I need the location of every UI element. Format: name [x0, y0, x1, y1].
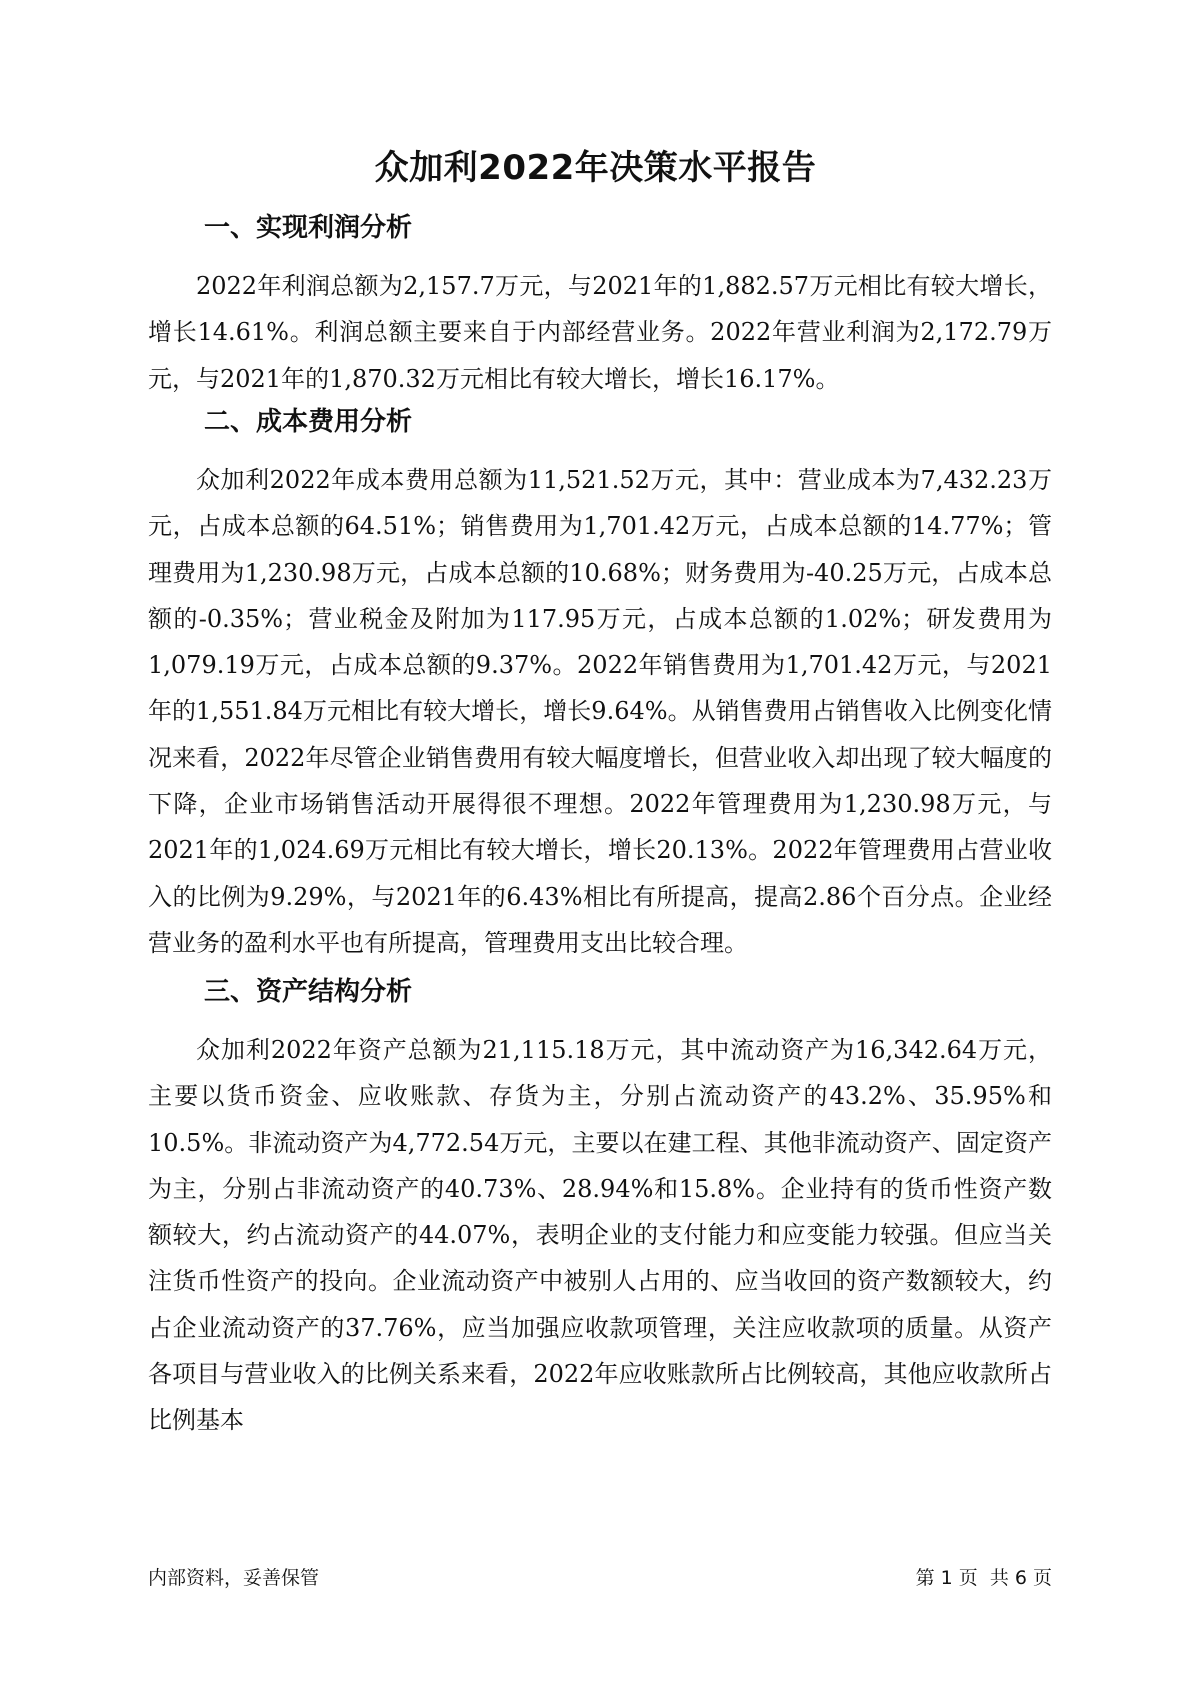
section-heading-assets: 三、资产结构分析	[204, 977, 413, 1007]
document-title: 众加利2022年决策水平报告	[374, 148, 817, 188]
section-heading-profit: 一、实现利润分析	[204, 213, 413, 243]
footer-page-number: 第 1 页 共 6 页	[915, 1567, 1052, 1589]
section-heading-cost: 二、成本费用分析	[204, 407, 413, 437]
footer-confidential-note: 内部资料，妥善保管	[148, 1567, 320, 1589]
section-paragraph-assets: 众加利2022年资产总额为21,115.18万元，其中流动资产为16,342.64万元，主要以货币资金、应收账款、存货为主，分别占流动资产的43.2%、35.95%和10.5%。非流动资产为4,772.54万元，主要以在建工程、其他非流动资产、固定资产为主，分别占非流动资产的40.73%、28.94%和15.8%。企业持有的货币性资产数额较大，约占流动资产的44.07%，表明企业的支付能力和应变能力较强。但应当关注货币性资产的投向。企业流动资产中被别人占用的、应当收回的资产数额较大，约占企业流动资产的37.76%，应当加强应收款项管理，关注应收款项的质量。从资产各项目与营业收入的比例关系来看，2022年应收账款所占比例较高，其他应收款所占比例基本	[148, 1036, 1052, 1435]
section-paragraph-profit: 2022年利润总额为2,157.7万元，与2021年的1,882.57万元相比有较大增长，增长14.61%。利润总额主要来自于内部经营业务。2022年营业利润为2,172.79万元，与2021年的1,870.32万元相比有较大增长，增长16.17%。	[148, 272, 1052, 393]
section-paragraph-cost: 众加利2022年成本费用总额为11,521.52万元，其中：营业成本为7,432.23万元，占成本总额的64.51%；销售费用为1,701.42万元，占成本总额的14.77%；管理费用为1,230.98万元，占成本总额的10.68%；财务费用为-40.25万元，占成本总额的-0.35%；营业税金及附加为117.95万元，占成本总额的1.02%；研发费用为1,079.19万元，占成本总额的9.37%。2022年销售费用为1,701.42万元，与2021年的1,551.84万元相比有较大增长，增长9.64%。从销售费用占销售收入比例变化情况来看，2022年尽管企业销售费用有较大幅度增长，但营业收入却出现了较大幅度的下降，企业市场销售活动开展得很不理想。2022年管理费用为1,230.98万元，与2021年的1,024.69万元相比有较大增长，增长20.13%。2022年管理费用占营业收入的比例为9.29%，与2021年的6.43%相比有所提高，提高2.86个百分点。企业经营业务的盈利水平也有所提高，管理费用支出比较合理。	[148, 466, 1052, 957]
